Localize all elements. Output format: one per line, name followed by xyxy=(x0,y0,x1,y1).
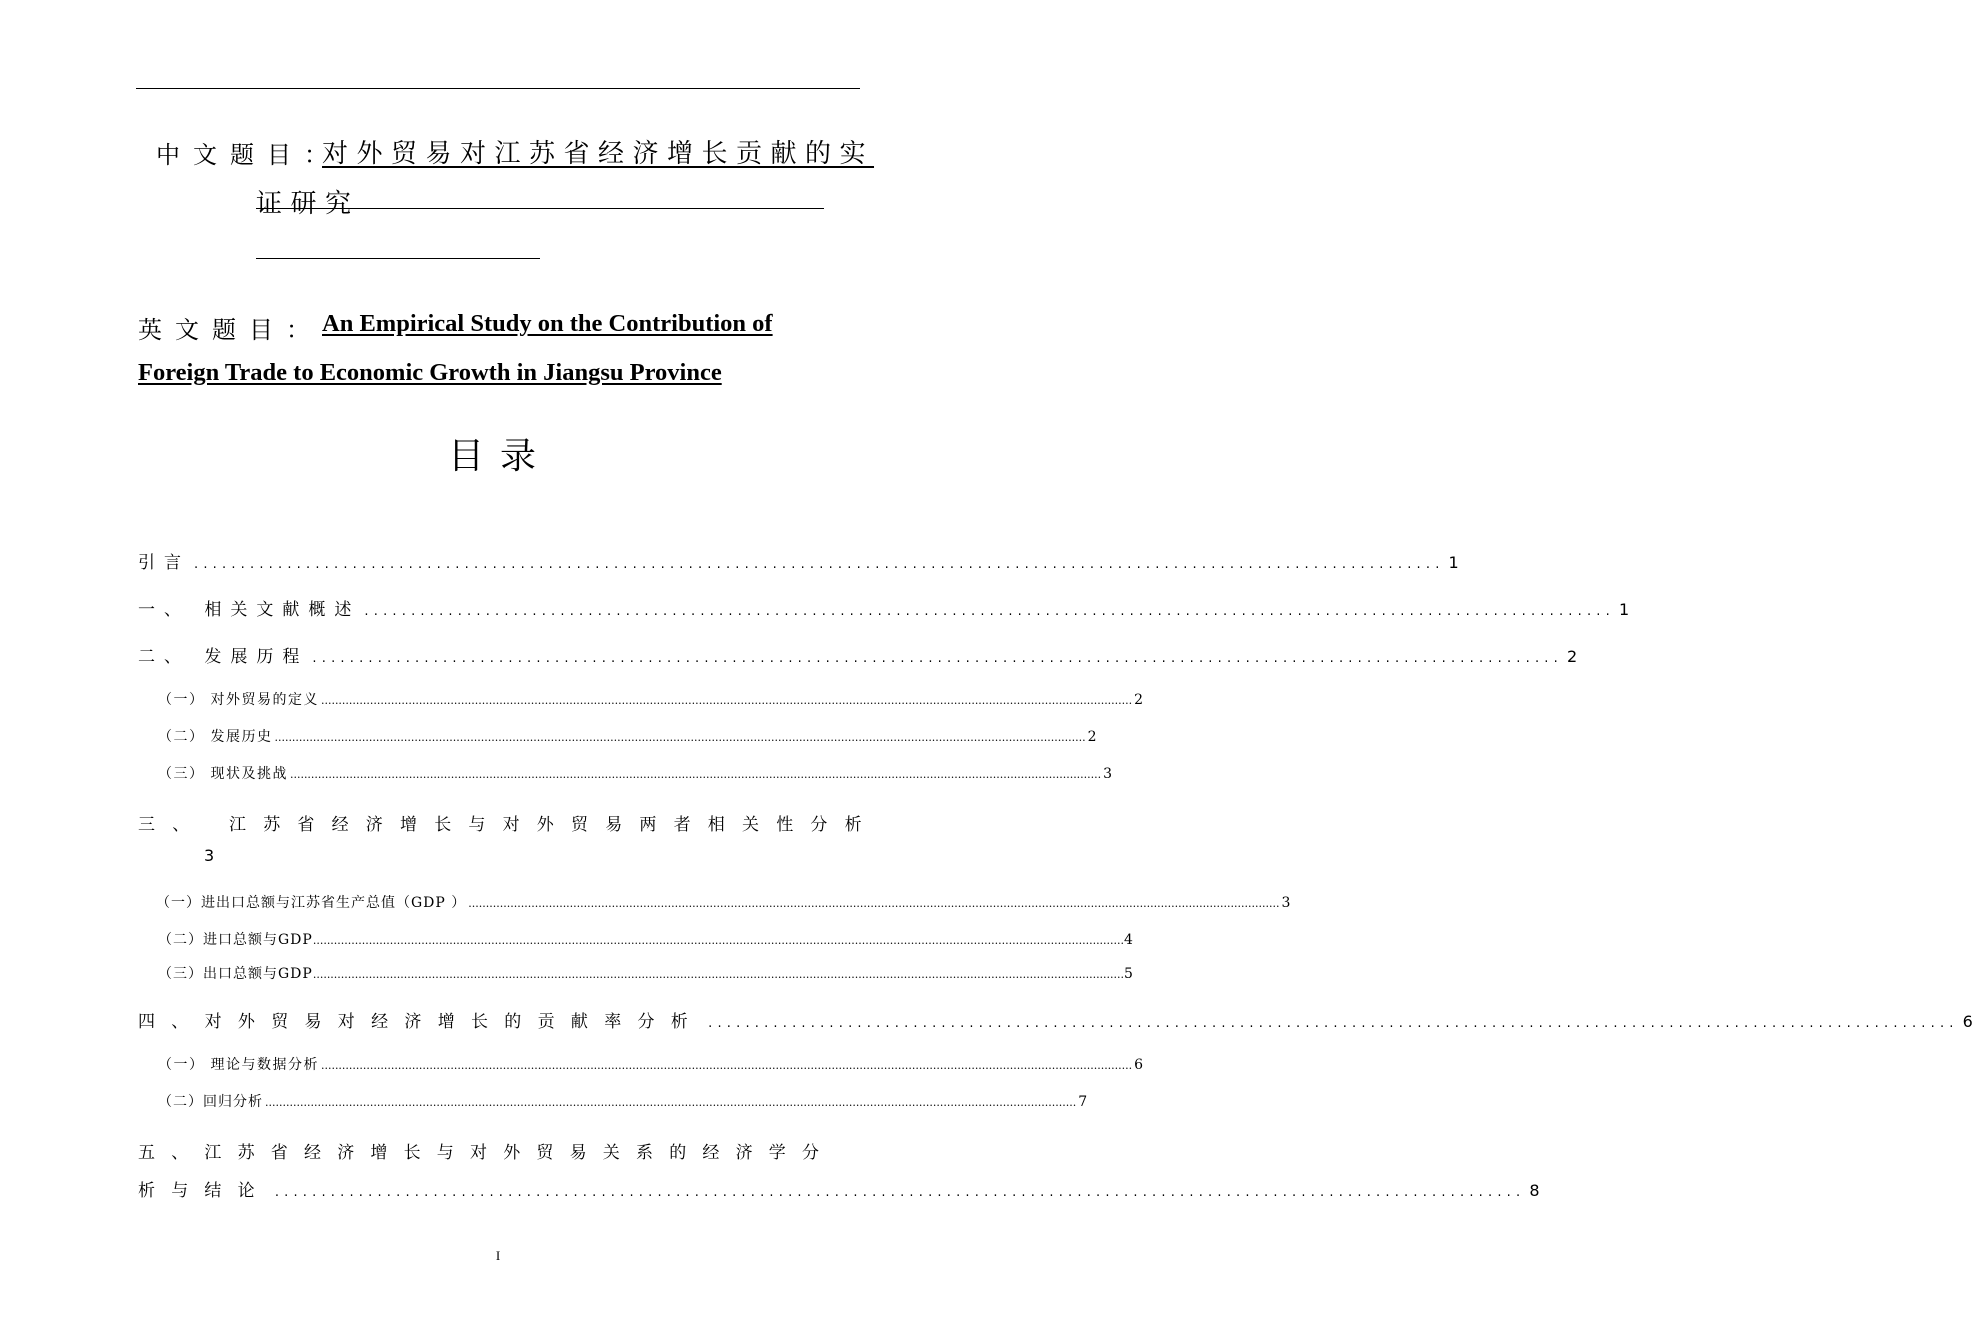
toc-entry[interactable] xyxy=(138,1007,1973,1032)
toc-entry-label: （二）进口总额与GDP xyxy=(158,932,313,948)
toc-entry-label: （三）出口总额与GDP xyxy=(158,966,313,982)
toc-entry[interactable] xyxy=(158,726,1097,746)
toc-entry[interactable] xyxy=(138,548,1459,573)
toc-entry-page: 4 xyxy=(1124,932,1133,948)
toc-leader: ...................................................................................................................................... xyxy=(312,651,1563,666)
toc-entry[interactable] xyxy=(138,595,1630,620)
toc-leader: ...................................................................................................................................... xyxy=(364,604,1615,619)
toc-entry[interactable] xyxy=(156,892,1291,912)
toc-entry-page: 1 xyxy=(1448,553,1459,572)
toc-leader: ...................................................................................................................................... xyxy=(194,557,1445,572)
toc-entry-page: 7 xyxy=(1078,1094,1088,1110)
toc-entry-label: 一、 相关文献概述 xyxy=(138,600,361,620)
toc-entry[interactable] xyxy=(158,929,1133,949)
toc-entry-label: （一） 对外贸易的定义 xyxy=(158,692,319,708)
toc-entry[interactable] xyxy=(138,1176,1540,1201)
toc-leader: ........................................................................................................................................................................................................................................ xyxy=(312,934,1125,947)
header-rule xyxy=(136,88,860,89)
toc-entry-label: （二）回归分析 xyxy=(158,1094,263,1110)
title-underline xyxy=(256,258,540,259)
toc-entry-label: 五、江苏省经济增长与对外贸易关系的经济学分 xyxy=(138,1143,836,1163)
toc-entry[interactable] xyxy=(158,689,1144,709)
toc-entry-label: （一） 理论与数据分析 xyxy=(158,1057,319,1073)
toc-leader: ........................................................................................................................................................................................................................................ xyxy=(265,1096,1077,1109)
toc-entry-page: 2 xyxy=(1134,692,1144,708)
toc-entry-page: 6 xyxy=(1962,1012,1973,1031)
toc-leader: ........................................................................................................................................................................................................................................ xyxy=(320,1059,1133,1072)
title-underline xyxy=(256,208,824,209)
cn-title-line1: 对外贸易对江苏省经济增长贡献的实 xyxy=(322,139,875,169)
toc-entry-page: 3 xyxy=(1103,766,1113,782)
toc-entry-page: 3 xyxy=(1281,895,1291,911)
toc-entry-label: 析与结论 xyxy=(138,1181,271,1201)
toc-leader: ........................................................................................................................................................................................................................................ xyxy=(274,731,1086,744)
toc-entry-page: 1 xyxy=(1618,600,1630,619)
en-title-label: 英文题目： xyxy=(138,316,323,344)
toc-entry[interactable] xyxy=(138,1138,850,1163)
cn-title-label: 中文题目： xyxy=(156,141,341,169)
page-number: I xyxy=(495,1248,501,1263)
toc-entry[interactable] xyxy=(158,763,1113,783)
toc-entry-label: 二、 发展历程 xyxy=(138,647,309,667)
toc-entry-label: （一）进出口总额与江苏省生产总值（GDP ） xyxy=(156,895,467,911)
toc-leader: ...................................................................................................................................... xyxy=(708,1016,1959,1031)
toc-leader: ........................................................................................................................................................................................................................................ xyxy=(289,768,1102,781)
toc-entry-label: 三、 江苏省经济增长与对外贸易两者相关性分析 xyxy=(138,815,879,835)
toc-leader: ........................................................................................................................................................................................................................................ xyxy=(320,694,1133,707)
toc-leader: ........................................................................................................................................................................................................................................ xyxy=(312,968,1125,981)
toc-entry-page: 8 xyxy=(1529,1181,1540,1200)
toc-leader: ...................................................................................................................................... xyxy=(274,1185,1526,1200)
en-title-line1: An Empirical Study on the Contribution of xyxy=(322,310,773,337)
toc-entry-label: （二） 发展历史 xyxy=(158,729,273,745)
toc-entry[interactable] xyxy=(138,642,1578,667)
toc-entry-page: 2 xyxy=(1087,729,1097,745)
toc-entry-label: 四、对外贸易对经济增长的贡献率分析 xyxy=(138,1012,705,1032)
toc-entry-label: 引言 xyxy=(138,553,190,573)
toc-entry-page: 2 xyxy=(1566,647,1578,666)
cn-title-line2: 证研究 xyxy=(256,189,360,219)
toc-leader: ........................................................................................................................................................................................................................................ xyxy=(468,897,1280,910)
toc-entry-label: （三） 现状及挑战 xyxy=(158,766,288,782)
toc-entry-page: 6 xyxy=(1134,1057,1144,1073)
toc-entry-page: 3 xyxy=(204,846,215,865)
toc-entry[interactable] xyxy=(138,810,879,835)
toc-entry[interactable] xyxy=(158,963,1133,983)
toc-heading: 目录 xyxy=(447,436,552,477)
toc-entry[interactable] xyxy=(158,1054,1144,1074)
en-title-line2: Foreign Trade to Economic Growth in Jiangsu Province xyxy=(138,359,722,386)
toc-entry-page: 5 xyxy=(1124,966,1133,982)
toc-entry[interactable] xyxy=(158,1091,1088,1111)
